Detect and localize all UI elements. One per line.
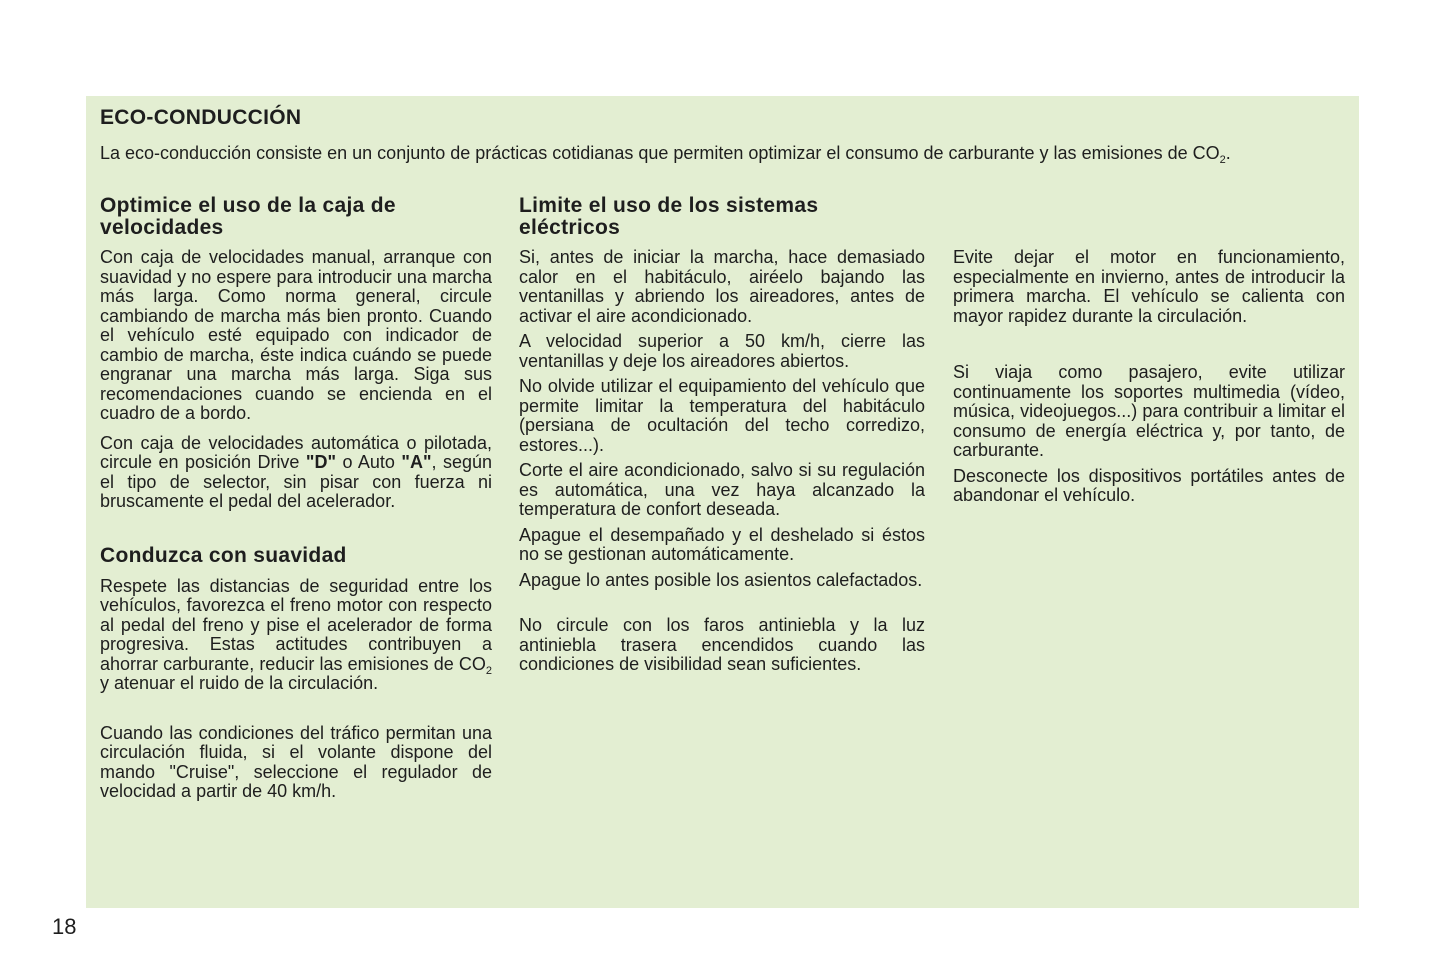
- drive-mode-label: "D": [305, 452, 336, 472]
- paragraph-heated-seats: Apague lo antes posible los asientos calefactados.: [519, 569, 923, 590]
- text-segment: Respete las distancias de seguridad entre los vehículos, favorezca el freno motor con respecto al pedal del freno y pise el acelerador de forma progresiva. Estas actitudes contribuyen a ahorrar carburante, reducir las emisiones de CO: [100, 575, 492, 674]
- paragraph-automatic-gearbox: [100, 434, 492, 512]
- paragraph-portable-devices: Desconecte los dispositivos portátiles antes de abandonar el vehículo.: [953, 465, 1345, 505]
- auto-mode-label: "A": [401, 452, 432, 472]
- paragraph-air-conditioning: Corte el aire acondicionado, salvo si su regulación es automática, una vez haya alcanzado la temperatura de confort deseada.: [519, 460, 925, 519]
- paragraph-fog-lights: No circule con los faros antiniebla y la luz antiniebla trasera encendidos cuando las condiciones de visibilidad sean suficientes.: [519, 615, 925, 674]
- paragraph-multimedia: Si viaja como pasajero, evite utilizar continuamente los soportes multimedia (vídeo, música, videojuegos...) para contribuir a limitar el consumo de energía eléctrica y, por tanto, de carburante.: [953, 362, 1345, 460]
- text-segment: o Auto: [335, 452, 402, 472]
- heading-gearbox: Optimice el uso de la caja de velocidades: [100, 194, 396, 239]
- paragraph-defrost: Apague el desempañado y el deshelado si éstos no se gestionan automáticamente.: [519, 524, 925, 564]
- page-title: ECO-CONDUCCIÓN: [100, 106, 302, 129]
- heading-electrical-systems: Limite el uso de los sistemas eléctricos: [519, 194, 819, 239]
- intro-text-end: .: [1225, 143, 1231, 163]
- paragraph-windows: A velocidad superior a 50 km/h, cierre las ventanillas y deje los aireadores abiertos.: [519, 331, 925, 371]
- text-segment: , según el tipo de selector, sin pisar con fuerza ni bruscamente el pedal del acelerador.: [100, 452, 492, 511]
- column-electrical-systems: [519, 195, 925, 681]
- paragraph-smooth-driving: [100, 577, 492, 694]
- co2-subscript: 2: [485, 664, 492, 677]
- paragraph-ventilation: Si, antes de iniciar la marcha, hace demasiado calor en el habitáculo, airéelo bajando las ventanillas y abriendo los aireadores, antes de activar el aire acondicionado.: [519, 247, 925, 326]
- paragraph-manual-gearbox: Con caja de velocidades manual, arranque con suavidad y no espere para introducir una marcha más larga. Como norma general, circule cambiando de marcha más bien pronto. Cuando el vehículo esté equipado con indicador de cambio de marcha, éste indica cuándo se puede engranar una marcha más larga. Siga sus recomendaciones cuando se encienda en el cuadro de a bordo.: [100, 247, 492, 423]
- page-number: 18: [52, 914, 77, 939]
- paragraph-engine-idle: Evite dejar el motor en funcionamiento, especialmente en invierno, antes de introducir la primera marcha. El vehículo se calienta con mayor rapidez durante la circulación.: [953, 247, 1345, 326]
- text-segment: y atenuar el ruido de la circulación.: [100, 673, 379, 693]
- paragraph-cruise-control: Cuando las condiciones del tráfico permitan una circulación fluida, si el volante dispone del mando "Cruise", seleccione el regulador de velocidad a partir de 40 km/h.: [100, 722, 492, 801]
- text-segment: Con caja de velocidades automática o pilotada, circule en posición Drive: [100, 432, 492, 472]
- intro-paragraph: [100, 144, 1345, 164]
- co2-subscript: 2: [1219, 154, 1226, 166]
- column-other-tips: [953, 195, 1345, 506]
- intro-text: La eco-conducción consiste en un conjunto de prácticas cotidianas que permiten optimizar el consumo de carburante y las emisiones de CO: [100, 143, 1220, 163]
- column-gearbox: [100, 195, 492, 802]
- paragraph-blinds: No olvide utilizar el equipamiento del vehículo que permite limitar la temperatura del habitáculo (persiana de ocultación del techo corredizo, estores...).: [519, 376, 925, 455]
- heading-smooth-driving: Conduzca con suavidad: [100, 543, 347, 567]
